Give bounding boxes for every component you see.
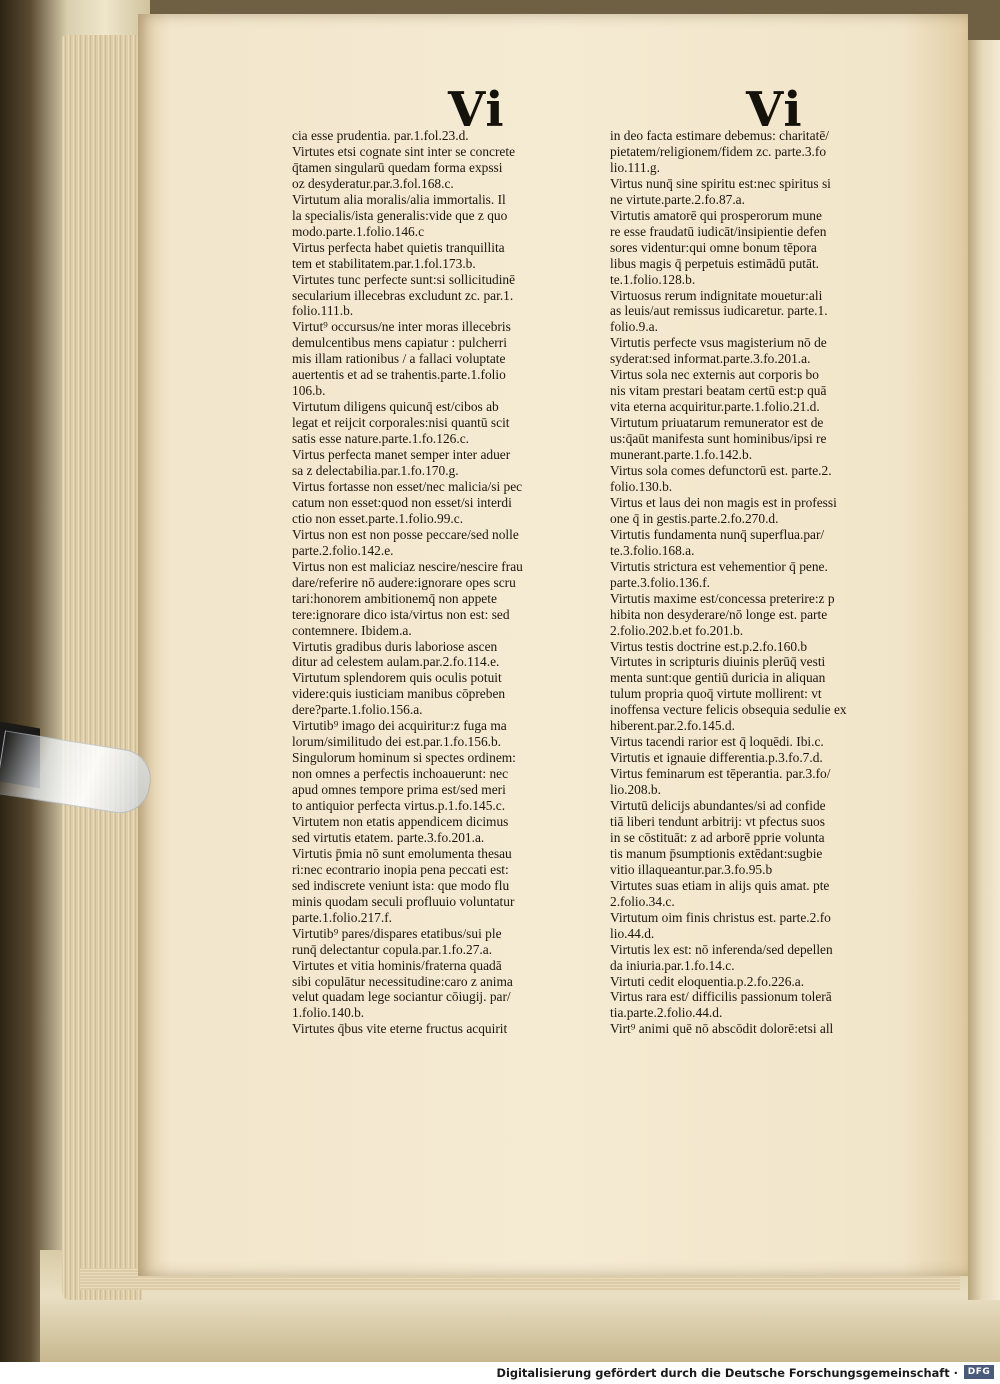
- text-line: ctio non esset.parte.1.folio.99.c.: [292, 510, 464, 526]
- text-line: Virtutib⁹ pares/dispares etatibus/sui ple: [292, 925, 502, 941]
- text-line: lio.208.b.: [610, 782, 661, 798]
- text-line: tis manum p̄sumptionis extēdant:sugbie: [610, 845, 823, 861]
- text-line: in deo facta estimare debemus: charitatē/: [610, 128, 829, 143]
- text-line: 1.folio.140.b.: [292, 1005, 365, 1021]
- text-line: Virtus non est maliciaz nescire/nescire frau: [292, 558, 523, 574]
- text-line: tem et stabilitatem.par.1.fol.173.b.: [292, 255, 476, 271]
- text-line: Virtutes q̄bus vite eterne fructus acquirit: [292, 1021, 508, 1037]
- text-line: hibita non desyderare/nō longe est. parte: [610, 606, 828, 622]
- text-line: inoffensa vecture felicis obsequia sedulie ex: [610, 702, 847, 718]
- text-line: syderat:sed informat.parte.3.fo.201.a.: [610, 351, 811, 367]
- text-line: 2.folio.34.c.: [610, 893, 675, 909]
- text-line: cia esse prudentia. par.1.fol.23.d.: [292, 128, 469, 143]
- text-line: lio.44.d.: [610, 925, 655, 941]
- text-line: dare/referire nō audere:ignorare opes scru: [292, 574, 516, 590]
- running-head-right: Vi: [746, 82, 803, 138]
- text-line: folio.111.b.: [292, 303, 354, 319]
- text-line: Virtutis maxime est/concessa preterire:z p: [610, 590, 835, 606]
- text-line: Virtutum alia moralis/alia immortalis. Il: [292, 191, 506, 207]
- text-column-right: [610, 128, 914, 1037]
- text-line: Virtutes et vitia hominis/fraterna quadā: [292, 957, 502, 973]
- text-line: Virtutis fundamenta nunq̄ superflua.par/: [610, 526, 825, 542]
- text-line: Virtus tacendi rarior est q̄ loquēdi. Ibi.c.: [610, 734, 824, 750]
- text-line: pietatem/religionem/fidem zc. parte.3.fo: [610, 143, 827, 159]
- text-line: Virtus perfecta habet quietis tranquillita: [292, 239, 505, 255]
- text-line: velut quadam lege sociantur cōiugij. par/: [292, 989, 511, 1005]
- text-line: catum non esset:quod non esset/si interdi: [292, 494, 512, 510]
- text-line: Virtutis gradibus duris laboriose ascen: [292, 638, 498, 654]
- text-line: Virtutum splendorem quis oculis potuit: [292, 670, 502, 686]
- text-line: da iniuria.par.1.fo.14.c.: [610, 957, 735, 973]
- text-line: Virtus rara est/ difficilis passionum tolerā: [610, 989, 832, 1005]
- text-line: sa z delectabilia.par.1.fo.170.g.: [292, 463, 459, 479]
- text-line: us:q̄aūt manifesta sunt hominibus/ipsi re: [610, 431, 827, 447]
- text-line: q̄tamen singularū quedam forma expssi: [292, 159, 503, 175]
- text-line: Virtus sola comes defunctorū est. parte.2.: [610, 463, 832, 479]
- text-line: sibi copulātur necessitudine:caro z anima: [292, 973, 513, 989]
- text-line: ne virtute.parte.2.fo.87.a.: [610, 191, 745, 207]
- text-line: munerant.parte.1.fo.142.b.: [610, 447, 753, 463]
- text-line: vita eterna acquiritur.parte.1.folio.21.d.: [610, 399, 820, 415]
- text-line: parte.1.folio.217.f.: [292, 909, 393, 925]
- text-line: 106.b.: [292, 383, 326, 399]
- text-line: lio.111.g.: [610, 159, 660, 175]
- text-line: nis vitam prestari beatam certū est:p quā: [610, 383, 827, 399]
- text-line: mis illam rationibus / a fallaci voluptate: [292, 351, 506, 367]
- text-line: Virtutem non etatis appendicem dicimus: [292, 813, 509, 829]
- text-line: te.1.folio.128.b.: [610, 271, 696, 287]
- text-line: Virtutes suas etiam in alijs quis amat. pte: [610, 877, 830, 893]
- text-line: parte.2.folio.142.e.: [292, 542, 394, 558]
- text-line: tia.parte.2.folio.44.d.: [610, 1005, 723, 1021]
- text-line: la specialis/ista generalis:vide que z quo: [292, 207, 508, 223]
- text-line: Virtutis p̄mia nō sunt emolumenta thesau: [292, 845, 512, 861]
- text-line: ri:nec econtrario inopia pena peccati est:: [292, 861, 509, 877]
- text-line: sed indiscrete veniunt ista: que modo flu: [292, 877, 510, 893]
- text-line: tari:honorem ambitionemq̄ non appete: [292, 590, 497, 606]
- text-line: runq̄ delectantur copula.par.1.fo.27.a.: [292, 941, 493, 957]
- text-line: Virtutum oim finis christus est. parte.2.fo: [610, 909, 831, 925]
- text-line: satis esse nature.parte.1.fo.126.c.: [292, 431, 469, 447]
- text-line: Virtutis perfecte vsus magisterium nō de: [610, 335, 827, 351]
- text-line: Virtutib⁹ imago dei acquiritur:z fuga ma: [292, 718, 507, 734]
- text-line: Virtus testis doctrine est.p.2.fo.160.b: [610, 638, 808, 654]
- facing-page-edge: [968, 40, 1000, 1300]
- text-line: te.3.folio.168.a.: [610, 542, 695, 558]
- text-line: tulum propria quoq̄ virtute mollirent: vt: [610, 686, 822, 702]
- text-line: videre:quis iusticiam manibus cōpreben: [292, 686, 506, 702]
- text-line: Virt⁹ animi quē nō abscōdit dolorē:etsi all: [610, 1021, 834, 1037]
- text-line: Virtus et laus dei non magis est in professi: [610, 494, 837, 510]
- text-line: Virtus sola nec externis aut corporis bo: [610, 367, 819, 383]
- text-line: oz desyderatur.par.3.fol.168.c.: [292, 175, 454, 191]
- text-line: non omnes a perfectis inchoauerunt: nec: [292, 766, 509, 782]
- text-line: Virtus feminarum est tēperantia. par.3.fo/: [610, 766, 831, 782]
- text-line: Virtus fortasse non esset/nec malicia/si pec: [292, 478, 523, 494]
- dfg-logo: DFG: [964, 1365, 994, 1379]
- text-line: Virtutum diligens quicunq̄ est/cibos ab: [292, 399, 499, 415]
- text-line: minis quodam seculi profluuio voluntatur: [292, 893, 515, 909]
- text-line: Virtutes etsi cognate sint inter se concrete: [292, 143, 516, 159]
- text-line: hiberent.par.2.fo.145.d.: [610, 718, 735, 734]
- text-line: Virtutes tunc perfecte sunt:si sollicitudinē: [292, 271, 516, 287]
- text-line: Singulorum hominum si spectes ordinem:: [292, 750, 516, 766]
- text-line: Virtuti cedit eloquentia.p.2.fo.226.a.: [610, 973, 805, 989]
- text-line: Virtutis lex est: nō inferenda/sed depellen: [610, 941, 833, 957]
- text-line: to antiquior perfecta virtus.p.1.fo.145.c.: [292, 798, 506, 814]
- text-line: as leuis/aut remissus iudicaretur. parte.1.: [610, 303, 828, 319]
- text-line: vitio illaqueantur.par.3.fo.95.b: [610, 861, 773, 877]
- text-line: libus magis q̄ perpetuis estimādū putāt.: [610, 255, 820, 271]
- text-line: Virtutis amatorē qui prosperorum mune: [610, 207, 822, 223]
- text-line: Virtutum priuatarum remunerator est de: [610, 415, 824, 431]
- text-line: menta sunt:que gentiū duricia in aliquan: [610, 670, 826, 686]
- text-line: tere:ignorare dico ista/virtus non est: sed: [292, 606, 510, 622]
- text-line: Virtut⁹ occursus/ne inter moras illecebris: [292, 319, 511, 335]
- text-column-left: [292, 128, 598, 1037]
- text-line: ditur ad celestem aulam.par.2.fo.114.e.: [292, 654, 500, 670]
- page-stack-edge: [62, 35, 142, 1300]
- text-line: Virtus non est non posse peccare/sed nolle: [292, 526, 519, 542]
- running-head-left: Vi: [448, 82, 505, 138]
- text-line: parte.3.folio.136.f.: [610, 574, 711, 590]
- text-line: sores videntur:qui omne bonum tēpora: [610, 239, 817, 255]
- text-line: sed virtutis etatem. parte.3.fo.201.a.: [292, 829, 485, 845]
- text-line: legat et reijcit corporales:nisi quantū scit: [292, 415, 510, 431]
- text-line: Virtutis strictura est vehementior q̄ pene.: [610, 558, 828, 574]
- text-line: lorum/similitudo dei est.par.1.fo.156.b.: [292, 734, 502, 750]
- text-line: one q̄ in gestis.parte.2.fo.270.d.: [610, 510, 779, 526]
- text-line: Virtutis et ignauie differentia.p.3.fo.7.d.: [610, 750, 823, 766]
- text-line: tiā liberi tendunt arbitrij: vt pfectus suos: [610, 813, 825, 829]
- footer-credit: Digitalisierung gefördert durch die Deutsche Forschungsgemeinschaft ·: [496, 1366, 958, 1380]
- text-line: secularium illecebras excludunt zc. par.1.: [292, 287, 514, 303]
- text-line: dere?parte.1.folio.156.a.: [292, 702, 423, 718]
- text-line: apud omnes tempore prima est/sed meri: [292, 782, 506, 798]
- text-line: Virtutes in scripturis diuinis plerūq̄ vesti: [610, 654, 826, 670]
- text-line: Virtus perfecta manet semper inter aduer: [292, 447, 511, 463]
- text-line: re esse fraudatū iudicāt/insipientie defen: [610, 223, 827, 239]
- text-line: modo.parte.1.folio.146.c: [292, 223, 425, 239]
- text-line: folio.130.b.: [610, 478, 673, 494]
- text-line: in se cōstituāt: z ad arborē pprie volunta: [610, 829, 825, 845]
- text-line: folio.9.a.: [610, 319, 658, 335]
- text-line: Virtutū delicijs abundantes/si ad confide: [610, 798, 826, 814]
- text-line: auertentis et ad se trahentis.parte.1.folio: [292, 367, 506, 383]
- text-line: 2.folio.202.b.et fo.201.b.: [610, 622, 744, 638]
- text-line: contemnere. Ibidem.a.: [292, 622, 412, 638]
- text-line: Virtus nunq̄ sine spiritu est:nec spiritus si: [610, 175, 831, 191]
- text-line: Virtuosus rerum indignitate mouetur:ali: [610, 287, 823, 303]
- text-line: demulcentibus mens capiatur : pulcherri: [292, 335, 507, 351]
